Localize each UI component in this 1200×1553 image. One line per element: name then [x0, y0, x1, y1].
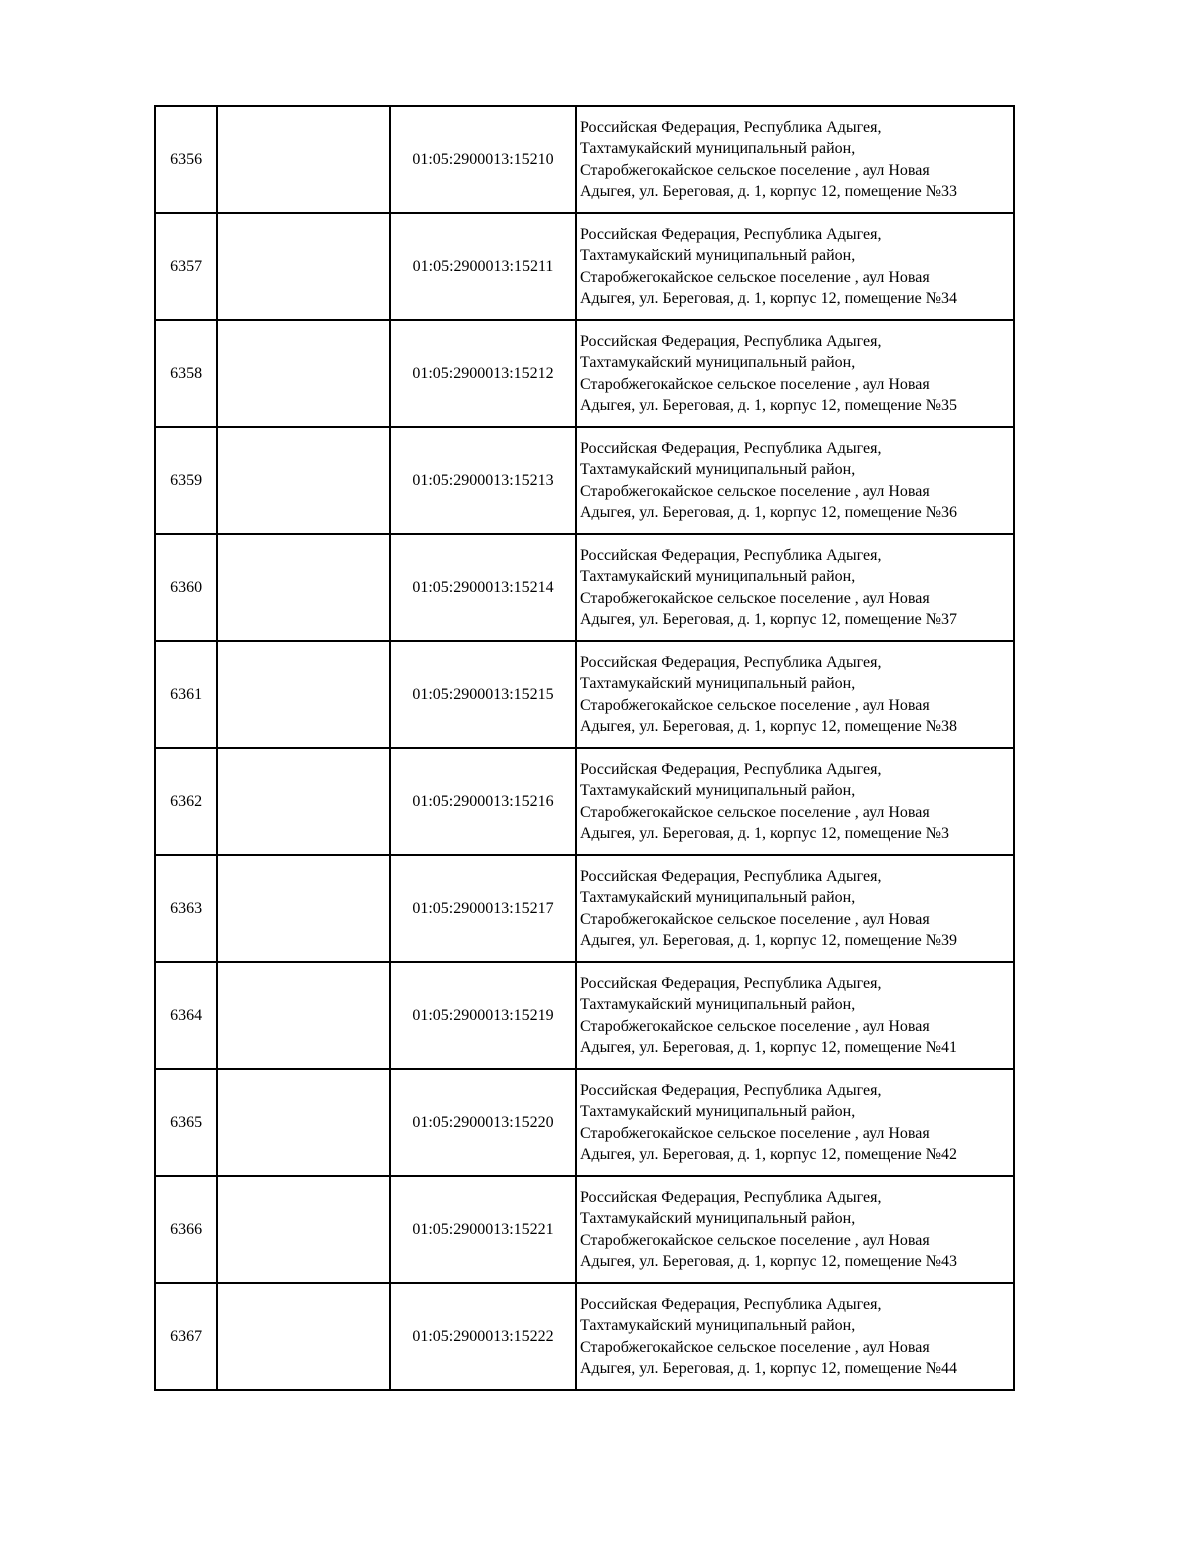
table-row: [155, 1176, 1014, 1283]
empty-cell: [217, 213, 390, 320]
address-line: Тахтамукайский муниципальный район,: [579, 568, 856, 585]
address-line: Адыгея, ул. Береговая, д. 1, корпус 12, помещение №41: [579, 1039, 957, 1056]
cadastral-number-cell: 01:05:2900013:15214: [390, 534, 576, 641]
cadastral-number-cell: 01:05:2900013:15220: [390, 1069, 576, 1176]
address-line: Тахтамукайский муниципальный район,: [579, 996, 856, 1013]
address-line: Старобжегокайское сельское поселение , аул Новая: [579, 1124, 930, 1142]
row-number-cell: 6357: [155, 213, 217, 320]
address-line: Тахтамукайский муниципальный район,: [579, 247, 856, 264]
address-line: Старобжегокайское сельское поселение , аул Новая: [579, 1338, 930, 1356]
address-cell: [576, 1283, 1014, 1390]
address-line: Адыгея, ул. Береговая, д. 1, корпус 12, помещение №34: [579, 290, 957, 307]
address-line: Адыгея, ул. Береговая, д. 1, корпус 12, помещение №33: [579, 183, 957, 200]
address-cell: [576, 641, 1014, 748]
address-line: Старобжегокайское сельское поселение , аул Новая: [579, 268, 930, 286]
empty-cell: [217, 1283, 390, 1390]
cadastral-number-cell: 01:05:2900013:15210: [390, 106, 576, 213]
table-row: [155, 427, 1014, 534]
cadastral-number-cell: 01:05:2900013:15216: [390, 748, 576, 855]
address-line: Российская Федерация, Республика Адыгея,: [579, 546, 882, 564]
address-cell: [576, 962, 1014, 1069]
row-number-cell: 6364: [155, 962, 217, 1069]
table-row: [155, 855, 1014, 962]
address-line: Адыгея, ул. Береговая, д. 1, корпус 12, помещение №36: [579, 504, 957, 521]
table-row: [155, 106, 1014, 213]
row-number-cell: 6359: [155, 427, 217, 534]
cadastral-number-cell: 01:05:2900013:15222: [390, 1283, 576, 1390]
address-cell: [576, 534, 1014, 641]
address-cell: [576, 213, 1014, 320]
address-cell: [576, 855, 1014, 962]
address-line: Российская Федерация, Республика Адыгея,: [579, 1295, 882, 1313]
empty-cell: [217, 427, 390, 534]
address-line: Адыгея, ул. Береговая, д. 1, корпус 12, помещение №43: [579, 1253, 957, 1270]
address-line: Российская Федерация, Республика Адыгея,: [579, 867, 882, 885]
empty-cell: [217, 1176, 390, 1283]
table-row: [155, 641, 1014, 748]
address-line: Тахтамукайский муниципальный район,: [579, 354, 856, 371]
address-line: Российская Федерация, Республика Адыгея,: [579, 1081, 882, 1099]
address-line: Тахтамукайский муниципальный район,: [579, 782, 856, 799]
cadastral-number-cell: 01:05:2900013:15215: [390, 641, 576, 748]
cadastral-number-cell: 01:05:2900013:15217: [390, 855, 576, 962]
address-line: Российская Федерация, Республика Адыгея,: [579, 760, 882, 778]
address-line: Тахтамукайский муниципальный район,: [579, 1210, 856, 1227]
property-table: [154, 105, 1015, 1391]
cadastral-number-cell: 01:05:2900013:15219: [390, 962, 576, 1069]
empty-cell: [217, 320, 390, 427]
row-number-cell: 6366: [155, 1176, 217, 1283]
address-line: Адыгея, ул. Береговая, д. 1, корпус 12, помещение №38: [579, 718, 957, 735]
address-line: Адыгея, ул. Береговая, д. 1, корпус 12, помещение №37: [579, 611, 957, 628]
empty-cell: [217, 106, 390, 213]
empty-cell: [217, 534, 390, 641]
address-line: Российская Федерация, Республика Адыгея,: [579, 974, 882, 992]
cadastral-number-cell: 01:05:2900013:15212: [390, 320, 576, 427]
table-row: [155, 1069, 1014, 1176]
address-line: Российская Федерация, Республика Адыгея,: [579, 118, 882, 136]
address-line: Тахтамукайский муниципальный район,: [579, 675, 856, 692]
address-line: Российская Федерация, Республика Адыгея,: [579, 1188, 882, 1206]
row-number-cell: 6365: [155, 1069, 217, 1176]
address-line: Старобжегокайское сельское поселение , аул Новая: [579, 1017, 930, 1035]
address-line: Старобжегокайское сельское поселение , аул Новая: [579, 1231, 930, 1249]
table-row: [155, 1283, 1014, 1390]
address-line: Старобжегокайское сельское поселение , аул Новая: [579, 696, 930, 714]
row-number-cell: 6362: [155, 748, 217, 855]
address-line: Тахтамукайский муниципальный район,: [579, 140, 856, 157]
address-line: Тахтамукайский муниципальный район,: [579, 1103, 856, 1120]
address-line: Старобжегокайское сельское поселение , аул Новая: [579, 161, 930, 179]
address-line: Тахтамукайский муниципальный район,: [579, 461, 856, 478]
address-cell: [576, 320, 1014, 427]
row-number-cell: 6361: [155, 641, 217, 748]
empty-cell: [217, 962, 390, 1069]
table-row: [155, 534, 1014, 641]
address-line: Старобжегокайское сельское поселение , аул Новая: [579, 589, 930, 607]
cadastral-number-cell: 01:05:2900013:15221: [390, 1176, 576, 1283]
empty-cell: [217, 748, 390, 855]
address-line: Старобжегокайское сельское поселение , аул Новая: [579, 482, 930, 500]
address-line: Адыгея, ул. Береговая, д. 1, корпус 12, помещение №35: [579, 397, 957, 414]
empty-cell: [217, 855, 390, 962]
empty-cell: [217, 1069, 390, 1176]
cadastral-number-cell: 01:05:2900013:15213: [390, 427, 576, 534]
address-line: Адыгея, ул. Береговая, д. 1, корпус 12, помещение №39: [579, 932, 957, 949]
row-number-cell: 6358: [155, 320, 217, 427]
table-body: [155, 106, 1014, 1390]
address-line: Тахтамукайский муниципальный район,: [579, 1317, 856, 1334]
table-row: [155, 320, 1014, 427]
row-number-cell: 6367: [155, 1283, 217, 1390]
table-row: [155, 962, 1014, 1069]
address-line: Российская Федерация, Республика Адыгея,: [579, 439, 882, 457]
table-row: [155, 213, 1014, 320]
address-cell: [576, 427, 1014, 534]
address-line: Старобжегокайское сельское поселение , аул Новая: [579, 375, 930, 393]
address-line: Адыгея, ул. Береговая, д. 1, корпус 12, помещение №44: [579, 1360, 957, 1377]
address-cell: [576, 106, 1014, 213]
empty-cell: [217, 641, 390, 748]
address-line: Российская Федерация, Республика Адыгея,: [579, 225, 882, 243]
address-line: Адыгея, ул. Береговая, д. 1, корпус 12, помещение №3: [579, 825, 949, 842]
row-number-cell: 6363: [155, 855, 217, 962]
address-line: Российская Федерация, Республика Адыгея,: [579, 653, 882, 671]
address-line: Старобжегокайское сельское поселение , аул Новая: [579, 910, 930, 928]
table-row: [155, 748, 1014, 855]
address-line: Старобжегокайское сельское поселение , аул Новая: [579, 803, 930, 821]
address-cell: [576, 1069, 1014, 1176]
address-line: Российская Федерация, Республика Адыгея,: [579, 332, 882, 350]
address-cell: [576, 748, 1014, 855]
cadastral-number-cell: 01:05:2900013:15211: [390, 213, 576, 320]
address-line: Тахтамукайский муниципальный район,: [579, 889, 856, 906]
address-line: Адыгея, ул. Береговая, д. 1, корпус 12, помещение №42: [579, 1146, 957, 1163]
row-number-cell: 6356: [155, 106, 217, 213]
row-number-cell: 6360: [155, 534, 217, 641]
address-cell: [576, 1176, 1014, 1283]
